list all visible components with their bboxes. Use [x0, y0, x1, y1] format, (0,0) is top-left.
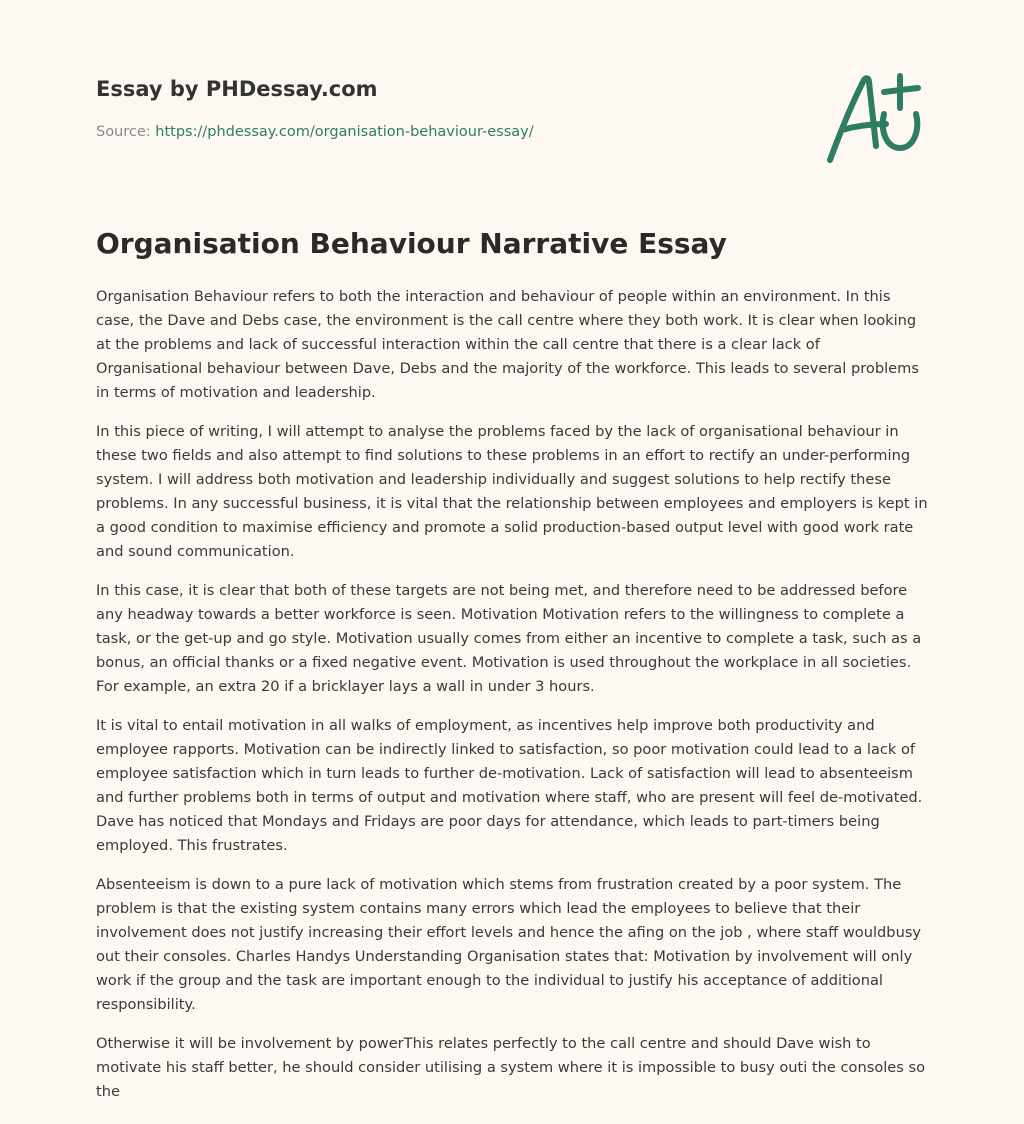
- source-label: Source:: [96, 124, 151, 140]
- essay-title: Organisation Behaviour Narrative Essay: [96, 227, 727, 260]
- essay-body: [96, 285, 928, 1119]
- site-brand: Essay by PHDessay.com: [96, 77, 378, 101]
- source-line: [96, 124, 534, 140]
- essay-paragraph: In this piece of writing, I will attempt to analyse the problems faced by the lack of organisational behaviour in these two fields and also attempt to find solutions to these problems in an effort to rectify an under-performing system. I will address both motivation and leadership individually and suggest solutions to help rectify these problems. In any successful business, it is vital that the relationship between employees and employers is kept in a good condition to maximise efficiency and promote a solid production-based output level with good work rate and sound communication.: [96, 423, 928, 560]
- essay-paragraph: In this case, it is clear that both of these targets are not being met, and therefore need to be addressed before any headway towards a better workforce is seen. Motivation Motivation refers to the willingness to complete a task, or the get-up and go style. Motivation usually comes from either an incentive to complete a task, such as a bonus, an official thanks or a fixed negative event. Motivation is used throughout the workplace in all societies. For example, an extra 20 if a bricklayer lays a wall in under 3 hours.: [96, 582, 922, 695]
- essay-paragraph: It is vital to entail motivation in all walks of employment, as incentives help improve both productivity and employee rapports. Motivation can be indirectly linked to satisfaction, so poor motivation could lead to a lack of employee satisfaction which in turn leads to further de-motivation. Lack of satisfaction will lead to absenteeism and further problems both in terms of output and motivation where staff, who are present will feel de-motivated. Dave has noticed that Mondays and Fridays are poor days for attendance, which leads to part-timers being employed. This frustrates.: [96, 717, 923, 854]
- essay-paragraph: Otherwise it will be involvement by powerThis relates perfectly to the call centre and should Dave wish to motivate his staff better, he should consider utilising a system where it is impossible to busy outi the consoles so the: [96, 1035, 926, 1100]
- essay-paragraph: Absenteeism is down to a pure lack of motivation which stems from frustration created by a poor system. The problem is that the existing system contains many errors which lead the employees to believe that their involvement does not justify increasing their effort levels and hence the afing on the job , where staff wouldbusy out their consoles. Charles Handys Understanding Organisation states that: Motivation by involvement will only work if the group and the task are important enough to the individual to justify his acceptance of additional responsibility.: [96, 876, 922, 1013]
- a-plus-icon: [820, 68, 930, 168]
- source-link[interactable]: https://phdessay.com/organisation-behaviour-essay/: [155, 124, 534, 140]
- essay-paragraph: Organisation Behaviour refers to both the interaction and behaviour of people within an environment. In this case, the Dave and Debs case, the environment is the call centre where they both work. It is clear when looking at the problems and lack of successful interaction within the call centre that there is a clear lack of Organisational behaviour between Dave, Debs and the majority of the workforce. This leads to several problems in terms of motivation and leadership.: [96, 288, 919, 401]
